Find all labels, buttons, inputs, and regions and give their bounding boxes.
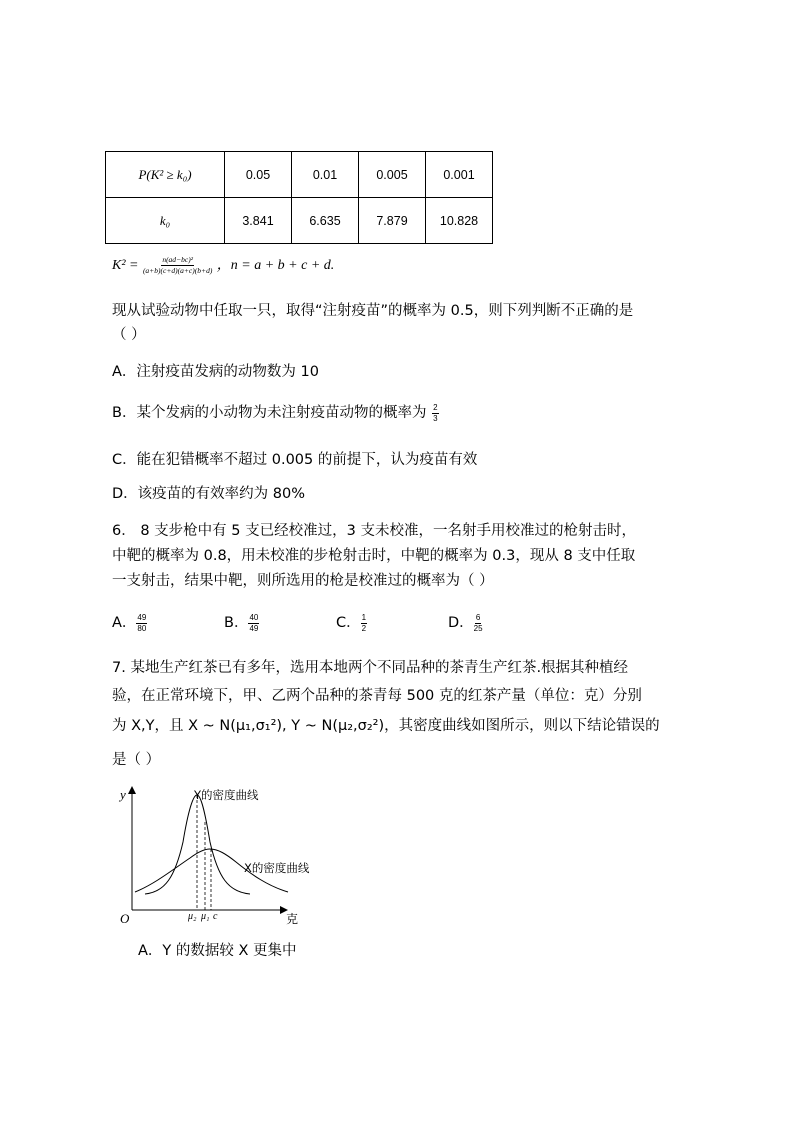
fraction-denominator: 49 xyxy=(249,623,259,633)
tick-mu1-label: μ₁ xyxy=(201,911,210,922)
option-fraction xyxy=(136,614,147,633)
fraction-denominator: 25 xyxy=(473,623,483,633)
formula-lhs: K² = xyxy=(112,258,139,273)
critical-value-table xyxy=(105,151,493,244)
table-cell: 0.001 xyxy=(426,152,493,198)
formula-denominator: (a+b)(c+d)(a+c)(b+d) xyxy=(142,265,213,275)
q5-option-b-text: B．某个发病的小动物为未注射疫苗动物的概率为 xyxy=(112,405,427,421)
y-density-curve xyxy=(145,795,250,894)
fraction-denominator: 80 xyxy=(137,623,147,633)
q6-option-b xyxy=(224,613,259,633)
q7-line1: 7. 某地生产红茶已有多年，选用本地两个不同品种的茶青生产红茶.根据其种植经 xyxy=(112,660,629,676)
table-row-k xyxy=(106,198,493,244)
fraction-numerator: 1 xyxy=(361,612,367,622)
fraction-numerator: 6 xyxy=(475,612,481,622)
q7-line3: 为 X,Y，且 X ~ N(μ₁,σ₁²), Y ~ N(μ₂,σ₂²)，其密度曲线如图所示，则以下结论错误的 xyxy=(112,718,660,734)
origin-label: O xyxy=(120,911,130,926)
option-label: A． xyxy=(112,615,137,631)
density-curve-figure xyxy=(110,782,350,927)
option-label: C． xyxy=(336,615,361,631)
table-cell: 6.635 xyxy=(292,198,359,244)
option-fraction xyxy=(361,614,367,633)
table-row-p xyxy=(106,152,493,198)
k-squared-formula xyxy=(112,254,334,274)
fraction-denominator: 2 xyxy=(361,623,367,633)
option-fraction xyxy=(248,614,259,633)
table-header-k: k₀ xyxy=(106,198,225,244)
x-axis-label: 克 xyxy=(286,912,299,926)
table-cell: 3.841 xyxy=(225,198,292,244)
q6-option-a xyxy=(112,613,147,633)
q5-option-a: A．注射疫苗发病的动物数为 10 xyxy=(112,364,319,380)
table-cell: 7.879 xyxy=(359,198,426,244)
q6-option-d xyxy=(448,613,483,633)
q6-line1: 6． 8 支步枪中有 5 支已经校准过，3 支未校准，一名射手用校准过的枪射击时， xyxy=(112,523,636,539)
q5-option-b-fraction xyxy=(432,404,438,423)
q7-line4: 是（ ） xyxy=(112,752,161,768)
fraction-numerator: 40 xyxy=(249,612,259,622)
formula-fraction xyxy=(143,256,212,274)
table-cell: 0.005 xyxy=(359,152,426,198)
q7-line2: 验，在正常环境下，甲、乙两个品种的茶青每 500 克的红茶产量（单位：克）分别 xyxy=(112,688,642,704)
q6-option-c xyxy=(336,613,367,633)
fraction-numerator: 49 xyxy=(137,612,147,622)
q5-option-d: D．该疫苗的有效率约为 80% xyxy=(112,486,306,502)
option-label: D． xyxy=(448,615,474,631)
table-header-p: P(K² ≥ k₀) xyxy=(106,152,225,198)
y-curve-label: Y的密度曲线 xyxy=(194,788,259,802)
fraction-numerator: 2 xyxy=(433,402,438,412)
fraction-denominator: 3 xyxy=(433,413,438,423)
tick-c-label: c xyxy=(213,911,218,922)
table-cell: 0.01 xyxy=(292,152,359,198)
q6-line3: 一支射击，结果中靶，则所选用的枪是校准过的概率为（ ） xyxy=(112,573,494,589)
formula-rest: ，n = a + b + c + d. xyxy=(216,258,335,273)
q6-line2: 中靶的概率为 0.8，用未校准的步枪射击时，中靶的概率为 0.3，现从 8 支中任取 xyxy=(112,548,636,564)
tick-mu2-label: μ₂ xyxy=(188,911,197,922)
table-cell: 10.828 xyxy=(426,198,493,244)
q7-option-a: A．Y 的数据较 X 更集中 xyxy=(138,943,297,959)
option-fraction xyxy=(474,614,483,633)
x-curve-label: X的密度曲线 xyxy=(244,861,310,875)
y-axis-label: y xyxy=(120,787,126,802)
q5-stem-line1: 现从试验动物中任取一只，取得“注射疫苗”的概率为 0.5，则下列判断不正确的是 xyxy=(112,303,634,319)
table-cell: 0.05 xyxy=(225,152,292,198)
option-label: B． xyxy=(224,615,249,631)
q5-stem-line2: （ ） xyxy=(112,327,146,343)
q5-option-b xyxy=(112,403,439,423)
formula-numerator: n(ad−bc)² xyxy=(162,255,193,264)
q5-option-c: C．能在犯错概率不超过 0.005 的前提下，认为疫苗有效 xyxy=(112,452,478,468)
